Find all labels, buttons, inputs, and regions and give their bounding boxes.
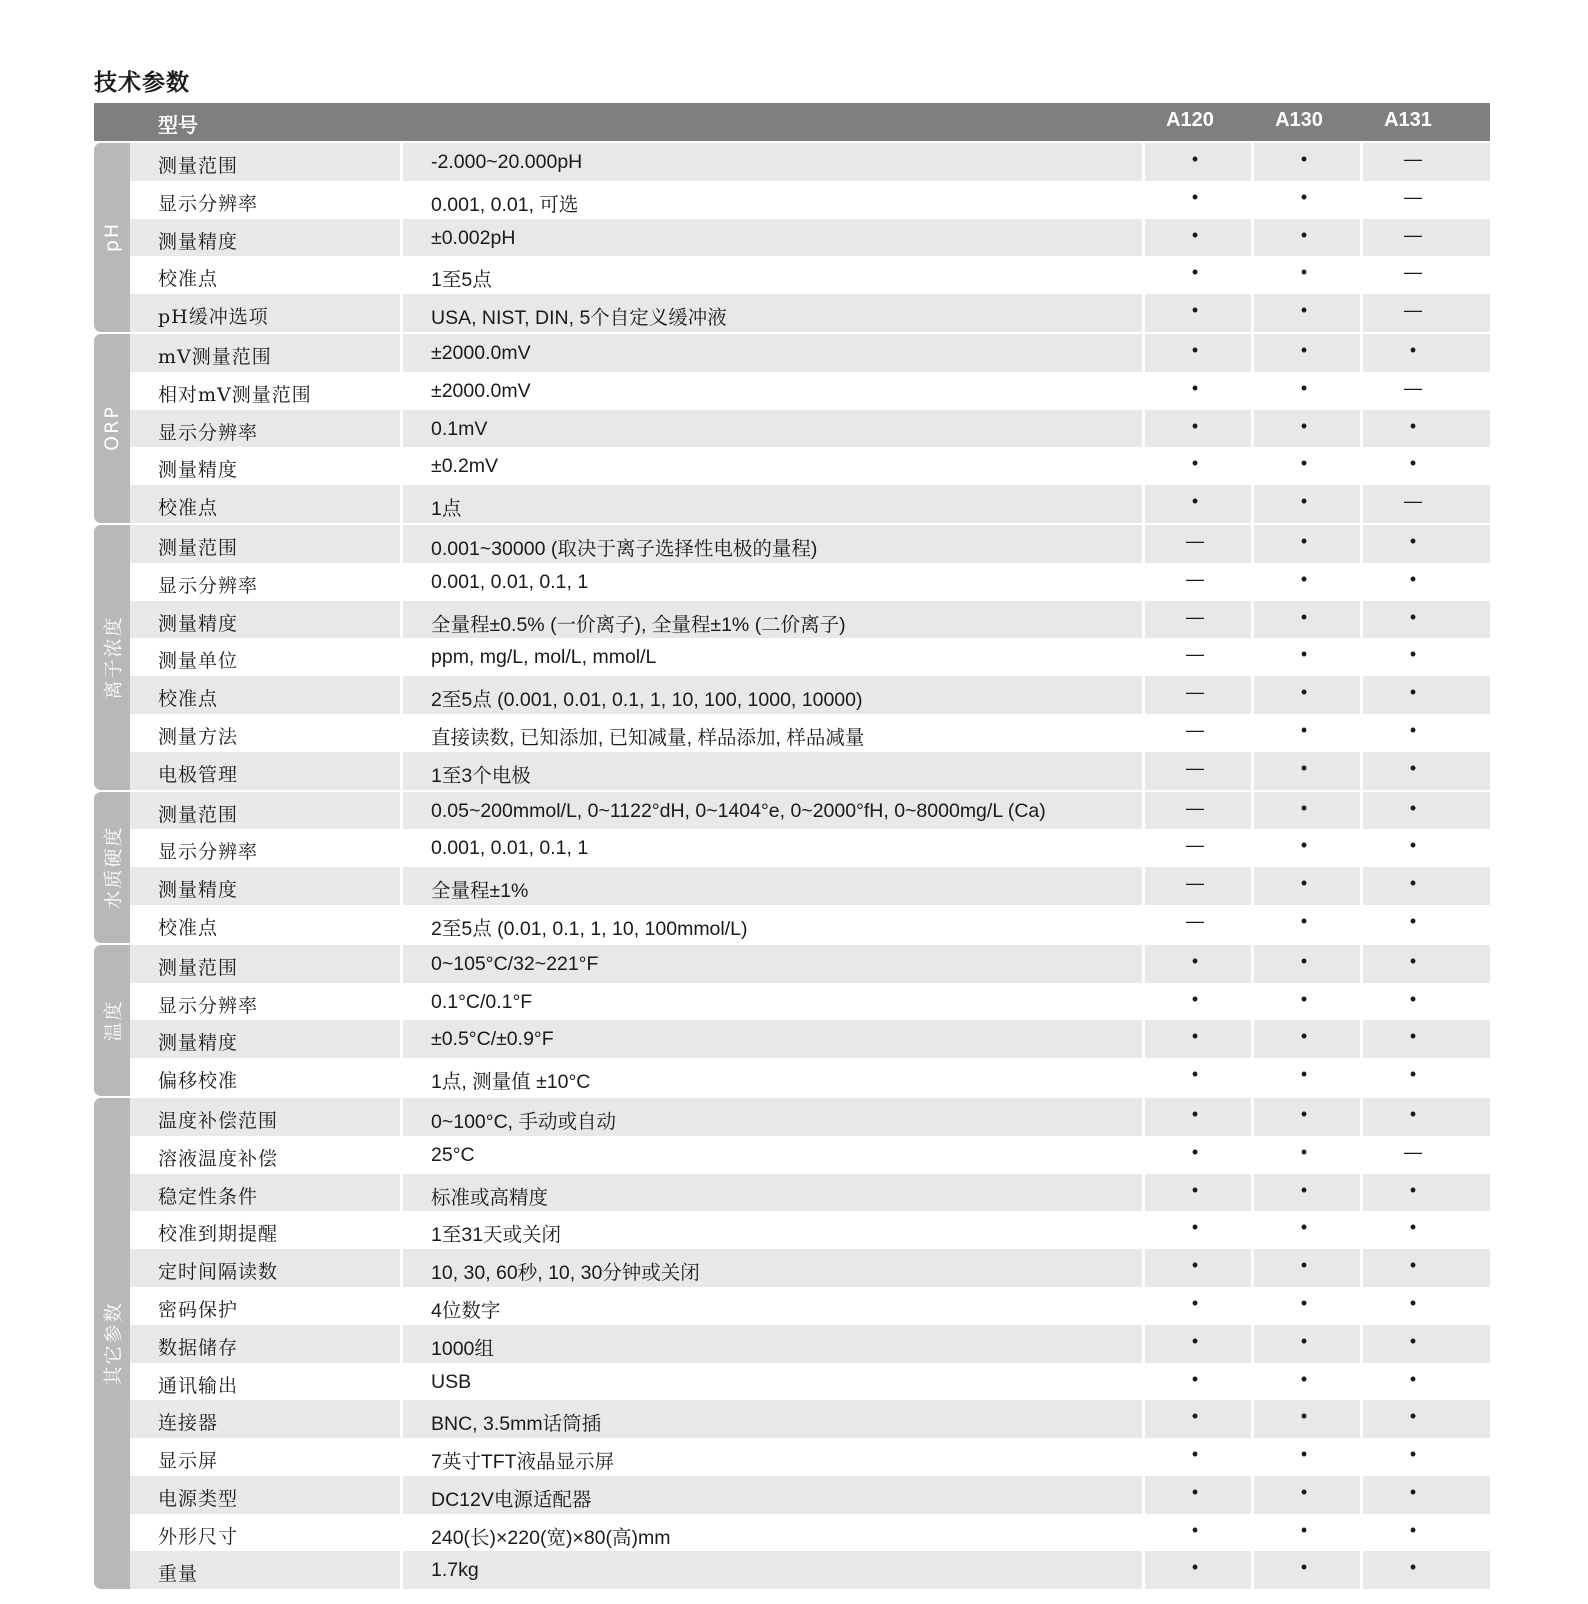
table-row (130, 1400, 1490, 1438)
table-row (130, 714, 1490, 752)
model-support-mark: • (1191, 950, 1199, 971)
group-label: 温度 (102, 999, 125, 1042)
table-row (130, 563, 1490, 601)
table-row (130, 1098, 1490, 1136)
model-support-mark: — (1186, 682, 1204, 703)
model-support-mark: — (1404, 224, 1422, 245)
model-support-mark: — (1186, 757, 1204, 778)
model-support-mark: • (1191, 1064, 1199, 1085)
param-name: 显示分辨率 (158, 421, 259, 444)
model-support-mark: • (1191, 300, 1199, 321)
param-value: 直接读数, 已知添加, 已知减量, 样品添加, 样品减量 (431, 726, 865, 749)
param-value: 2至5点 (0.001, 0.01, 0.1, 1, 10, 100, 1000, 10000) (431, 689, 863, 712)
model-support-mark: • (1191, 1330, 1199, 1351)
model-support-mark: — (1186, 606, 1204, 627)
model-support-mark: • (1409, 1026, 1417, 1047)
model-support-mark: • (1300, 1292, 1308, 1313)
param-name: 测量方法 (158, 725, 239, 748)
param-value: 1至5点 (431, 269, 492, 292)
model-support-mark: • (1409, 950, 1417, 971)
param-name: 校准到期提醒 (158, 1223, 279, 1246)
model-support-mark: • (1300, 1179, 1308, 1200)
param-value: ppm, mg/L, mol/L, mmol/L (431, 646, 657, 669)
model-support-mark: • (1300, 377, 1308, 398)
param-value: 0~100°C, 手动或自动 (431, 1110, 616, 1133)
model-support-mark: • (1300, 1368, 1308, 1389)
param-value: BNC, 3.5mm话筒插 (431, 1413, 602, 1436)
model-support-mark: • (1300, 1406, 1308, 1427)
model-support-mark: • (1191, 1255, 1199, 1276)
param-name: 电源类型 (158, 1487, 239, 1510)
param-name: 测量范围 (158, 803, 239, 826)
param-name: 连接器 (158, 1412, 219, 1435)
table-row (130, 1020, 1490, 1058)
model-support-mark: — (1186, 719, 1204, 740)
table-row (130, 1476, 1490, 1514)
param-value: 10, 30, 60秒, 10, 30分钟或关闭 (431, 1262, 700, 1285)
model-support-mark: • (1409, 1368, 1417, 1389)
model-support-mark: • (1191, 1557, 1199, 1578)
model-support-mark: • (1409, 1292, 1417, 1313)
model-support-mark: • (1409, 453, 1417, 474)
model-support-mark: • (1409, 1444, 1417, 1465)
param-value: 全量程±0.5% (一价离子), 全量程±1% (二价离子) (431, 613, 846, 636)
table-row (130, 792, 1490, 830)
group-rows (130, 792, 1490, 943)
model-support-mark: • (1191, 1026, 1199, 1047)
param-value: 2至5点 (0.01, 0.1, 1, 10, 100mmol/L) (431, 917, 748, 940)
param-value: 0.001, 0.01, 0.1, 1 (431, 837, 589, 860)
model-support-mark: • (1300, 910, 1308, 931)
table-row (130, 1287, 1490, 1325)
spec-group (94, 143, 1490, 332)
param-name: 测量范围 (158, 536, 239, 559)
table-row (130, 601, 1490, 639)
model-support-mark: • (1409, 797, 1417, 818)
param-value: 0.05~200mmol/L, 0~1122°dH, 0~1404°e, 0~2000°fH, 0~8000mg/L (Ca) (431, 799, 1046, 822)
model-support-mark: • (1300, 757, 1308, 778)
model-support-mark: • (1300, 186, 1308, 207)
model-support-mark: • (1300, 224, 1308, 245)
param-value: 1点 (431, 498, 462, 521)
param-value: 25°C (431, 1143, 475, 1166)
model-support-mark: • (1191, 339, 1199, 360)
param-name: 显示屏 (158, 1450, 219, 1473)
model-support-mark: • (1409, 606, 1417, 627)
model-support-mark: • (1409, 1406, 1417, 1427)
param-value: USA, NIST, DIN, 5个自定义缓冲液 (431, 307, 727, 330)
model-support-mark: • (1191, 1444, 1199, 1465)
model-support-mark: — (1186, 530, 1204, 551)
param-name: 通讯输出 (158, 1374, 239, 1397)
model-support-mark: • (1409, 339, 1417, 360)
param-value: 1000组 (431, 1337, 494, 1360)
model-support-mark: • (1191, 1141, 1199, 1162)
param-name: 定时间隔读数 (158, 1261, 279, 1284)
param-name: pH缓冲选项 (158, 306, 269, 329)
param-value: 0.001~30000 (取决于离子选择性电极的量程) (431, 537, 818, 560)
group-tab (94, 143, 130, 332)
param-name: 校准点 (158, 916, 219, 939)
param-name: 密码保护 (158, 1298, 239, 1321)
param-name: mV测量范围 (158, 345, 272, 368)
param-value: 0.001, 0.01, 可选 (431, 193, 579, 216)
group-tab (94, 1098, 130, 1589)
model-support-mark: • (1191, 1481, 1199, 1502)
model-support-mark: • (1300, 719, 1308, 740)
model-support-mark: • (1300, 1141, 1308, 1162)
model-support-mark: • (1300, 682, 1308, 703)
group-rows (130, 143, 1490, 332)
param-value: 0~105°C/32~221°F (431, 952, 599, 975)
table-row (130, 1363, 1490, 1401)
param-value: 1.7kg (431, 1559, 479, 1582)
table-row (130, 905, 1490, 943)
group-label: 其它参数 (102, 1301, 125, 1386)
param-name: 温度补偿范围 (158, 1109, 279, 1132)
model-support-mark: • (1300, 606, 1308, 627)
model-support-mark: • (1191, 1519, 1199, 1540)
model-support-mark: • (1300, 1026, 1308, 1047)
param-value: ±0.2mV (431, 455, 499, 478)
spec-group (94, 792, 1490, 943)
model-support-mark: • (1300, 873, 1308, 894)
group-tab (94, 525, 130, 790)
param-value: -2.000~20.000pH (431, 151, 583, 173)
model-support-mark: — (1186, 644, 1204, 665)
model-support-mark: • (1300, 491, 1308, 512)
model-support-mark: • (1191, 1406, 1199, 1427)
param-value: 7英寸TFT液晶显示屏 (431, 1451, 615, 1474)
model-support-mark: • (1409, 644, 1417, 665)
model-support-mark: • (1191, 1217, 1199, 1238)
group-tab (94, 792, 130, 943)
model-support-mark: • (1409, 1330, 1417, 1351)
param-value: 1至31天或关闭 (431, 1224, 562, 1247)
model-support-mark: • (1300, 1255, 1308, 1276)
model-support-mark: • (1409, 757, 1417, 778)
model-support-mark: — (1186, 835, 1204, 856)
param-name: 测量精度 (158, 612, 239, 635)
model-support-mark: • (1300, 149, 1308, 169)
param-value: 0.1mV (431, 417, 488, 440)
table-row (130, 143, 1490, 181)
param-name: 数据储存 (158, 1336, 239, 1359)
model-support-mark: • (1300, 1330, 1308, 1351)
group-label: 离子浓度 (102, 615, 125, 700)
param-name: 相对mV测量范围 (158, 383, 312, 406)
table-row (130, 867, 1490, 905)
model-support-mark: — (1404, 186, 1422, 207)
model-support-mark: • (1191, 262, 1199, 283)
header-model-a120: A120 (1166, 109, 1214, 131)
model-support-mark: • (1300, 453, 1308, 474)
model-support-mark: • (1300, 1519, 1308, 1540)
model-support-mark: — (1404, 1141, 1422, 1162)
spec-table (94, 103, 1490, 1589)
param-value: 0.001, 0.01, 0.1, 1 (431, 570, 589, 593)
param-name: 校准点 (158, 688, 219, 711)
param-value: 标准或高精度 (431, 1186, 549, 1209)
page-title: 技术参数 (94, 70, 190, 96)
model-support-mark: • (1300, 644, 1308, 665)
param-name: 溶液温度补偿 (158, 1147, 279, 1170)
model-support-mark: • (1300, 1103, 1308, 1124)
model-support-mark: • (1300, 1481, 1308, 1502)
table-row (130, 447, 1490, 485)
model-support-mark: • (1191, 1179, 1199, 1200)
param-name: 测量精度 (158, 459, 239, 482)
model-support-mark: • (1191, 415, 1199, 436)
table-row (130, 1211, 1490, 1249)
param-name: 外形尺寸 (158, 1525, 239, 1548)
model-support-mark: — (1404, 377, 1422, 398)
model-support-mark: • (1409, 530, 1417, 551)
model-support-mark: — (1404, 491, 1422, 512)
model-support-mark: • (1300, 797, 1308, 818)
model-support-mark: — (1404, 300, 1422, 321)
model-support-mark: • (1191, 453, 1199, 474)
table-body (94, 143, 1490, 1589)
table-row (130, 1249, 1490, 1287)
model-support-mark: — (1404, 149, 1422, 169)
model-support-mark: • (1300, 530, 1308, 551)
param-name: 测量精度 (158, 230, 239, 253)
table-row (130, 1438, 1490, 1476)
param-name: 显示分辨率 (158, 192, 259, 215)
param-value: DC12V电源适配器 (431, 1488, 592, 1511)
param-value: USB (431, 1370, 472, 1393)
model-support-mark: • (1300, 262, 1308, 283)
param-value: ±0.002pH (431, 226, 516, 249)
model-support-mark: • (1191, 1103, 1199, 1124)
model-support-mark: • (1191, 377, 1199, 398)
param-value: ±0.5°C/±0.9°F (431, 1028, 554, 1051)
param-name: 显示分辨率 (158, 574, 259, 597)
model-support-mark: • (1409, 873, 1417, 894)
table-row (130, 1325, 1490, 1363)
param-value: ±2000.0mV (431, 341, 531, 364)
model-support-mark: • (1191, 149, 1199, 169)
table-row (130, 410, 1490, 448)
model-support-mark: • (1300, 415, 1308, 436)
param-name: 显示分辨率 (158, 841, 259, 864)
param-value: 0.1°C/0.1°F (431, 990, 533, 1013)
model-support-mark: • (1409, 1064, 1417, 1085)
table-row (130, 219, 1490, 257)
model-support-mark: • (1409, 1557, 1417, 1578)
group-rows (130, 525, 1490, 790)
table-row (130, 676, 1490, 714)
table-row (130, 334, 1490, 372)
param-value: 1至3个电极 (431, 764, 531, 787)
model-support-mark: • (1300, 300, 1308, 321)
spec-group (94, 1098, 1490, 1589)
table-row (130, 945, 1490, 983)
group-rows (130, 945, 1490, 1096)
table-row (130, 181, 1490, 219)
model-support-mark: • (1409, 910, 1417, 931)
table-row (130, 1174, 1490, 1212)
param-name: 偏移校准 (158, 1070, 239, 1093)
group-rows (130, 334, 1490, 523)
group-label: 水质硬度 (102, 825, 125, 910)
param-name: 测量范围 (158, 956, 239, 979)
param-value: 1点, 测量值 ±10°C (431, 1071, 591, 1094)
param-value: 240(长)×220(宽)×80(高)mm (431, 1526, 671, 1549)
model-support-mark: • (1300, 835, 1308, 856)
group-tab (94, 945, 130, 1096)
table-row (130, 638, 1490, 676)
model-support-mark: • (1300, 950, 1308, 971)
model-support-mark: • (1191, 186, 1199, 207)
table-row (130, 485, 1490, 523)
model-support-mark: • (1409, 1103, 1417, 1124)
model-support-mark: • (1191, 224, 1199, 245)
param-name: 校准点 (158, 268, 219, 291)
param-name: 重量 (158, 1563, 199, 1586)
model-support-mark: • (1409, 1481, 1417, 1502)
table-row (130, 1551, 1490, 1589)
model-support-mark: • (1409, 682, 1417, 703)
model-support-mark: • (1300, 339, 1308, 360)
model-support-mark: • (1409, 988, 1417, 1009)
table-row (130, 256, 1490, 294)
header-model-a131: A131 (1384, 109, 1432, 131)
spec-group (94, 945, 1490, 1096)
header-model-a130: A130 (1275, 109, 1323, 131)
group-rows (130, 1098, 1490, 1589)
model-support-mark: • (1409, 568, 1417, 589)
model-support-mark: — (1186, 910, 1204, 931)
table-row (130, 1136, 1490, 1174)
model-support-mark: • (1300, 568, 1308, 589)
param-name: 测量精度 (158, 1032, 239, 1055)
param-name: 测量单位 (158, 650, 239, 673)
table-row (130, 1514, 1490, 1552)
model-support-mark: • (1409, 1217, 1417, 1238)
model-support-mark: • (1409, 1255, 1417, 1276)
model-support-mark: • (1191, 1292, 1199, 1313)
param-value: 全量程±1% (431, 880, 529, 903)
group-label: ORP (101, 405, 123, 452)
model-support-mark: — (1186, 873, 1204, 894)
model-support-mark: • (1191, 491, 1199, 512)
model-support-mark: • (1300, 1557, 1308, 1578)
param-name: 显示分辨率 (158, 994, 259, 1017)
table-row (130, 829, 1490, 867)
table-header (94, 103, 1490, 141)
param-name: 校准点 (158, 497, 219, 520)
table-row (130, 983, 1490, 1021)
model-support-mark: • (1191, 1368, 1199, 1389)
model-support-mark: • (1409, 835, 1417, 856)
model-support-mark: • (1300, 1217, 1308, 1238)
group-tab (94, 334, 130, 523)
model-support-mark: • (1300, 1444, 1308, 1465)
table-row (130, 752, 1490, 790)
model-support-mark: — (1404, 262, 1422, 283)
model-support-mark: • (1300, 988, 1308, 1009)
header-label: 型号 (158, 113, 198, 137)
spec-group (94, 525, 1490, 790)
param-name: 测量精度 (158, 879, 239, 902)
param-value: 4位数字 (431, 1299, 501, 1322)
spec-group (94, 334, 1490, 523)
model-support-mark: • (1409, 415, 1417, 436)
model-support-mark: — (1186, 797, 1204, 818)
model-support-mark: • (1191, 988, 1199, 1009)
table-row (130, 294, 1490, 332)
model-support-mark: • (1300, 1064, 1308, 1085)
model-support-mark: • (1409, 719, 1417, 740)
param-name: 电极管理 (158, 763, 239, 786)
model-support-mark: • (1409, 1519, 1417, 1540)
group-label: pH (100, 222, 123, 253)
param-value: ±2000.0mV (431, 379, 531, 402)
param-name: 稳定性条件 (158, 1185, 259, 1208)
table-row (130, 372, 1490, 410)
model-support-mark: — (1186, 568, 1204, 589)
table-row (130, 525, 1490, 563)
table-row (130, 1058, 1490, 1096)
model-support-mark: • (1409, 1179, 1417, 1200)
param-name: 测量范围 (158, 155, 239, 177)
